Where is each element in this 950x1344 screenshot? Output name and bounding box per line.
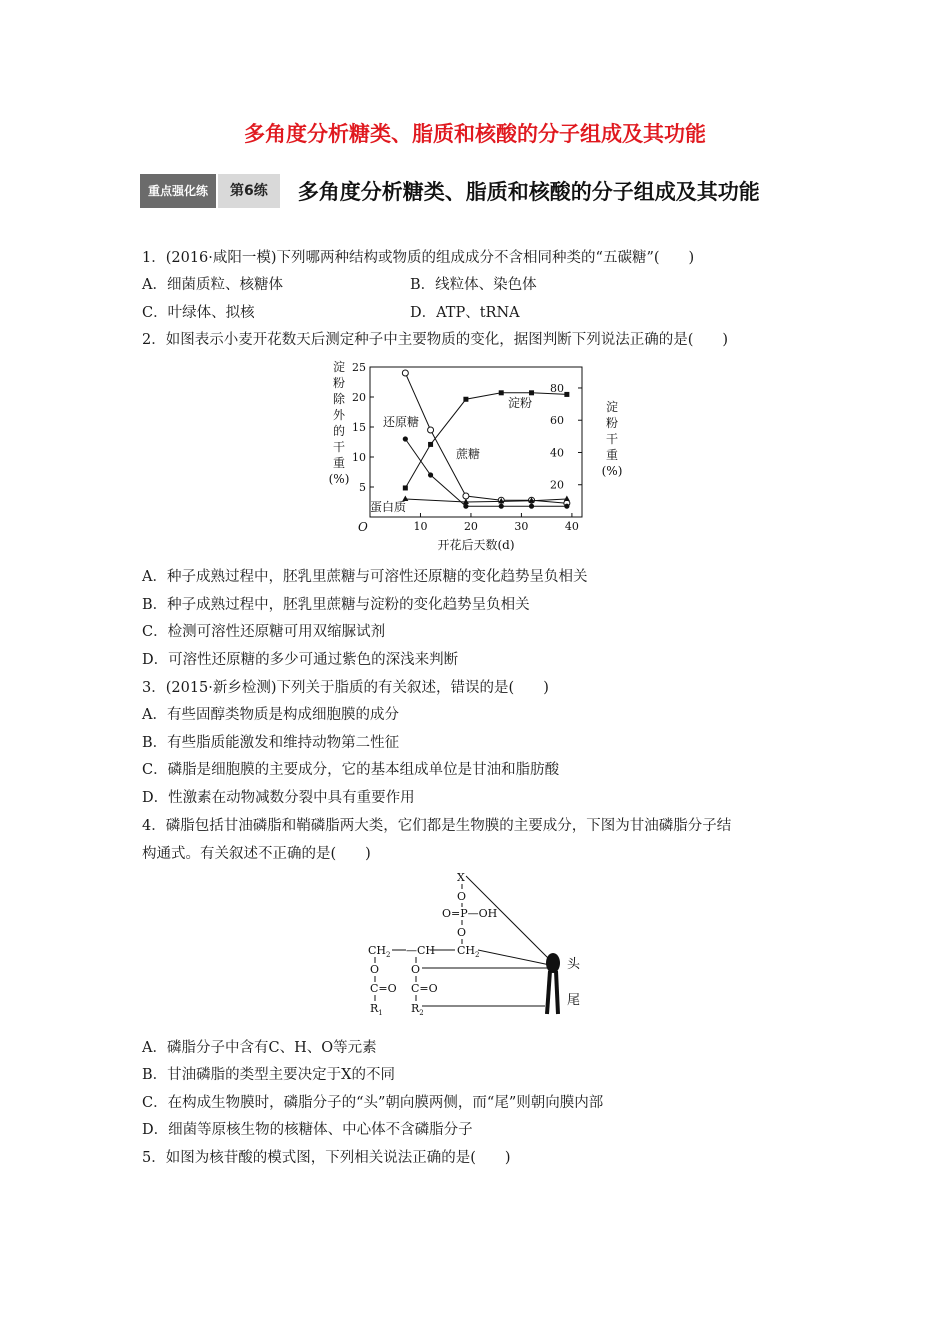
data-point-还原糖	[529, 504, 534, 509]
formula-o-left: O	[370, 963, 380, 976]
q1-option-a: A．细菌质粒、核糖体	[142, 277, 283, 293]
y-right-tick-label: 40	[550, 446, 564, 460]
data-point-还原糖	[428, 472, 433, 477]
series-label-还原糖: 还原糖	[383, 415, 420, 429]
q3-option-d: D．性激素在动物减数分裂中具有重要作用	[142, 790, 415, 806]
q3-option-a: A．有些固醇类物质是构成细胞膜的成分	[142, 707, 399, 723]
chart-y-right-label-char: 粉	[605, 416, 619, 430]
formula-r1: $R_1$	[370, 1002, 383, 1017]
phospholipid-head-shape	[546, 953, 560, 973]
y-right-tick-label: 20	[550, 478, 564, 492]
q4-option-c: C．在构成生物膜时，磷脂分子的“头”朝向膜两侧，而“尾”则朝向膜内部	[142, 1095, 604, 1111]
series-label-蛋白质: 蛋白质	[370, 500, 407, 514]
x-tick-label: 20	[463, 520, 478, 533]
formula-tail-label: 尾	[567, 993, 581, 1008]
x-tick-label: 10	[413, 520, 428, 533]
data-point-淀粉	[463, 397, 468, 402]
y-left-tick-label: 5	[359, 481, 366, 494]
q2-option-d: D．可溶性还原糖的多少可通过紫色的深浅来判断	[142, 652, 459, 668]
data-point-淀粉	[529, 390, 534, 395]
q1-option-c: C．叶绿体、拟核	[142, 305, 255, 321]
y-left-tick-label: 15	[352, 421, 366, 434]
y-right-tick-label: 80	[550, 381, 564, 395]
data-point-还原糖	[403, 436, 408, 441]
data-point-蔗糖	[463, 493, 469, 499]
formula-carbonyl-left: C=O	[370, 982, 397, 995]
formula-o-top: O	[457, 890, 467, 903]
chart-y-right-label-char: 干	[605, 432, 619, 446]
x-tick-label: 40	[564, 520, 579, 533]
q2-option-a: A．种子成熟过程中，胚乳里蔗糖与可溶性还原糖的变化趋势呈负相关	[142, 569, 588, 585]
seed-composition-chart	[325, 355, 635, 555]
data-point-淀粉	[564, 392, 569, 397]
q4-stem-line2: 构通式。有关叙述不正确的是( )	[142, 846, 371, 862]
formula-r2: $R_2$	[411, 1002, 424, 1017]
section-banner	[140, 172, 760, 210]
formula-o-right: O	[411, 963, 421, 976]
data-point-蛋白质	[463, 499, 469, 505]
chart-y-right-label-char: (%)	[601, 464, 623, 478]
q4-option-a: A．磷脂分子中含有C、H、O等元素	[142, 1040, 377, 1056]
q2-stem: 2．如图表示小麦开花数天后测定种子中主要物质的变化，据图判断下列说法正确的是( )	[142, 332, 729, 348]
q1-option-d: D．ATP、tRNA	[410, 305, 520, 321]
formula-ch2-left: $CH_2$	[368, 944, 391, 959]
chart-y-right-label-char: 重	[605, 448, 619, 462]
data-point-蛋白质	[564, 496, 570, 502]
chart-y-left-label-char: (%)	[328, 472, 350, 486]
y-right-tick-label: 60	[550, 414, 564, 428]
chart-y-left-label-char: 除	[332, 392, 346, 406]
chart-y-left-label-char: 外	[332, 408, 346, 422]
series-line-蔗糖	[405, 373, 567, 503]
y-left-tick-label: 20	[352, 391, 366, 404]
formula-carbonyl-right: C=O	[411, 982, 438, 995]
q4-option-d: D．细菌等原核生物的核糖体、中心体不含磷脂分子	[142, 1122, 473, 1138]
banner-title: 多角度分析糖类、脂质和核酸的分子组成及其功能	[297, 180, 760, 204]
data-point-淀粉	[403, 485, 408, 490]
formula-o-phosphate: O	[457, 926, 467, 939]
q3-option-c: C．磷脂是细胞膜的主要成分，它的基本组成单位是甘油和脂肪酸	[142, 762, 560, 778]
formula-phosphate: O=P—OH	[442, 907, 498, 920]
series-line-还原糖	[405, 439, 567, 506]
q2-option-b: B．种子成熟过程中，胚乳里蔗糖与淀粉的变化趋势呈负相关	[142, 597, 530, 613]
phospholipid-formula-diagram	[360, 868, 600, 1026]
q4-option-b: B．甘油磷脂的类型主要决定于X的不同	[142, 1067, 395, 1083]
chart-y-left-label-char: 的	[332, 424, 346, 438]
chart-y-left-label-char: 重	[332, 456, 346, 470]
series-label-淀粉: 淀粉	[508, 396, 533, 410]
formula-head-label: 头	[567, 957, 581, 972]
chart-x-axis-label: 开花后天数(d)	[437, 538, 515, 552]
data-point-还原糖	[463, 504, 468, 509]
formula-x: X	[457, 871, 465, 884]
data-point-蔗糖	[428, 427, 434, 433]
q3-option-b: B．有些脂质能激发和维持动物第二性征	[142, 735, 400, 751]
data-point-还原糖	[499, 504, 504, 509]
chart-y-left-label-char: 干	[332, 440, 346, 454]
chart-origin-label: O	[358, 520, 368, 534]
q3-stem: 3．(2015·新乡检测)下列关于脂质的有关叙述，错误的是( )	[142, 680, 549, 696]
q1-option-b: B．线粒体、染色体	[410, 277, 537, 293]
y-left-tick-label: 10	[352, 451, 366, 464]
banner-badge-number: 第6练	[216, 174, 280, 208]
x-tick-label: 30	[514, 520, 529, 533]
formula-ch-middle: —CH	[406, 944, 436, 957]
y-left-tick-label: 25	[352, 361, 366, 374]
data-point-淀粉	[428, 442, 433, 447]
chart-y-left-label-char: 淀	[332, 360, 346, 374]
q2-option-c: C．检测可溶性还原糖可用双缩脲试剂	[142, 624, 386, 640]
q4-stem-line1: 4．磷脂包括甘油磷脂和鞘磷脂两大类，它们都是生物膜的主要成分，下图为甘油磷脂分子结	[142, 818, 732, 834]
data-point-淀粉	[499, 390, 504, 395]
data-point-蔗糖	[402, 370, 408, 376]
formula-ch2-right: $CH_2$	[457, 944, 480, 959]
chart-y-right-label-char: 淀	[605, 400, 619, 414]
chart-y-left-label-char: 粉	[332, 376, 346, 390]
series-label-蔗糖: 蔗糖	[456, 447, 481, 461]
banner-badge-category: 重点强化练	[140, 174, 216, 208]
q1-stem: 1．(2016·咸阳一模)下列哪两种结构或物质的组成成分不含相同种类的“五碳糖”( )	[142, 250, 695, 266]
data-point-还原糖	[564, 504, 569, 509]
q5-stem: 5．如图为核苷酸的模式图，下列相关说法正确的是( )	[142, 1150, 511, 1166]
page-title: 多角度分析糖类、脂质和核酸的分子组成及其功能	[244, 122, 706, 146]
